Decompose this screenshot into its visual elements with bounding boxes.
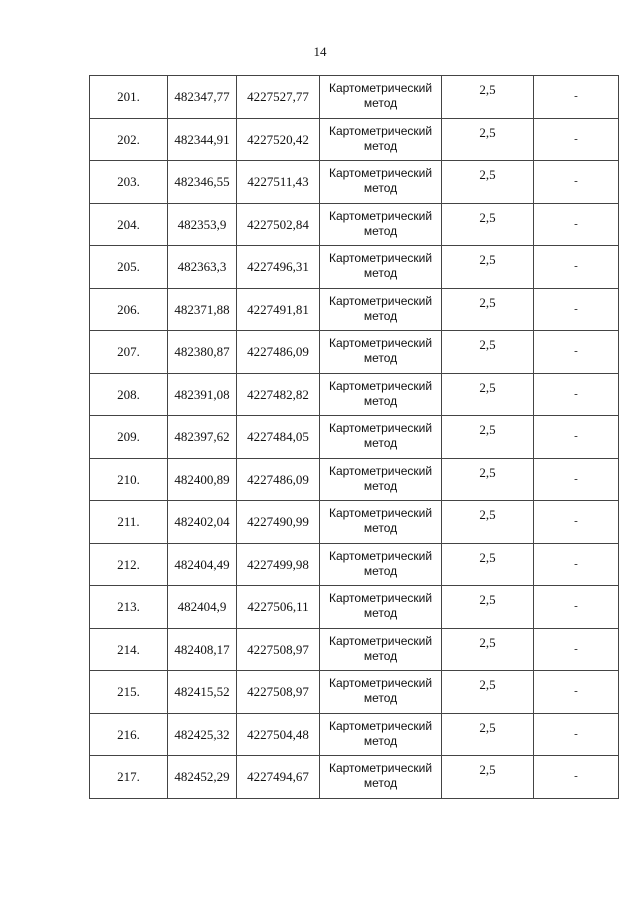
point-number-cell: 203.: [90, 161, 168, 204]
table-row: [90, 458, 619, 501]
accuracy-cell: 2,5: [442, 713, 534, 756]
note-cell: -: [534, 671, 619, 714]
note-cell: -: [534, 76, 619, 119]
point-number-cell: 215.: [90, 671, 168, 714]
point-number-cell: 205.: [90, 246, 168, 289]
y-coordinate-cell: 4227506,11: [237, 586, 320, 629]
y-coordinate-cell: 4227504,48: [237, 713, 320, 756]
x-coordinate-cell: 482425,32: [168, 713, 237, 756]
y-coordinate-cell: 4227508,97: [237, 671, 320, 714]
method-cell: Картометрический метод: [320, 713, 442, 756]
note-cell: -: [534, 501, 619, 544]
table-row: [90, 671, 619, 714]
accuracy-cell: 2,5: [442, 756, 534, 799]
x-coordinate-cell: 482415,52: [168, 671, 237, 714]
coordinates-table-body: [90, 76, 619, 799]
x-coordinate-cell: 482397,62: [168, 416, 237, 459]
method-cell: Картометрический метод: [320, 76, 442, 119]
table-row: [90, 203, 619, 246]
method-cell: Картометрический метод: [320, 373, 442, 416]
y-coordinate-cell: 4227520,42: [237, 118, 320, 161]
point-number-cell: 210.: [90, 458, 168, 501]
note-cell: -: [534, 373, 619, 416]
note-cell: -: [534, 161, 619, 204]
table-row: [90, 161, 619, 204]
point-number-cell: 216.: [90, 713, 168, 756]
point-number-cell: 201.: [90, 76, 168, 119]
accuracy-cell: 2,5: [442, 373, 534, 416]
table-row: [90, 586, 619, 629]
note-cell: -: [534, 756, 619, 799]
y-coordinate-cell: 4227490,99: [237, 501, 320, 544]
note-cell: -: [534, 416, 619, 459]
x-coordinate-cell: 482346,55: [168, 161, 237, 204]
table-row: [90, 331, 619, 374]
x-coordinate-cell: 482402,04: [168, 501, 237, 544]
x-coordinate-cell: 482371,88: [168, 288, 237, 331]
method-cell: Картометрический метод: [320, 756, 442, 799]
x-coordinate-cell: 482408,17: [168, 628, 237, 671]
note-cell: -: [534, 458, 619, 501]
y-coordinate-cell: 4227496,31: [237, 246, 320, 289]
method-cell: Картометрический метод: [320, 586, 442, 629]
x-coordinate-cell: 482391,08: [168, 373, 237, 416]
y-coordinate-cell: 4227482,82: [237, 373, 320, 416]
note-cell: -: [534, 331, 619, 374]
accuracy-cell: 2,5: [442, 246, 534, 289]
y-coordinate-cell: 4227494,67: [237, 756, 320, 799]
point-number-cell: 204.: [90, 203, 168, 246]
accuracy-cell: 2,5: [442, 458, 534, 501]
x-coordinate-cell: 482347,77: [168, 76, 237, 119]
note-cell: -: [534, 246, 619, 289]
method-cell: Картометрический метод: [320, 628, 442, 671]
method-cell: Картометрический метод: [320, 671, 442, 714]
table-row: [90, 373, 619, 416]
accuracy-cell: 2,5: [442, 586, 534, 629]
y-coordinate-cell: 4227499,98: [237, 543, 320, 586]
table-row: [90, 246, 619, 289]
point-number-cell: 207.: [90, 331, 168, 374]
x-coordinate-cell: 482452,29: [168, 756, 237, 799]
point-number-cell: 212.: [90, 543, 168, 586]
table-row: [90, 543, 619, 586]
method-cell: Картометрический метод: [320, 118, 442, 161]
method-cell: Картометрический метод: [320, 161, 442, 204]
accuracy-cell: 2,5: [442, 161, 534, 204]
x-coordinate-cell: 482363,3: [168, 246, 237, 289]
table-row: [90, 416, 619, 459]
y-coordinate-cell: 4227508,97: [237, 628, 320, 671]
point-number-cell: 213.: [90, 586, 168, 629]
method-cell: Картометрический метод: [320, 331, 442, 374]
point-number-cell: 206.: [90, 288, 168, 331]
method-cell: Картометрический метод: [320, 288, 442, 331]
note-cell: -: [534, 586, 619, 629]
note-cell: -: [534, 543, 619, 586]
table-row: [90, 288, 619, 331]
method-cell: Картометрический метод: [320, 458, 442, 501]
table-row: [90, 76, 619, 119]
note-cell: -: [534, 288, 619, 331]
x-coordinate-cell: 482353,9: [168, 203, 237, 246]
x-coordinate-cell: 482380,87: [168, 331, 237, 374]
method-cell: Картометрический метод: [320, 416, 442, 459]
y-coordinate-cell: 4227491,81: [237, 288, 320, 331]
accuracy-cell: 2,5: [442, 501, 534, 544]
page-number: 14: [313, 44, 327, 59]
point-number-cell: 214.: [90, 628, 168, 671]
method-cell: Картометрический метод: [320, 501, 442, 544]
x-coordinate-cell: 482404,9: [168, 586, 237, 629]
coordinates-table: [89, 75, 619, 799]
x-coordinate-cell: 482344,91: [168, 118, 237, 161]
table-row: [90, 501, 619, 544]
accuracy-cell: 2,5: [442, 76, 534, 119]
accuracy-cell: 2,5: [442, 331, 534, 374]
table-row: [90, 713, 619, 756]
accuracy-cell: 2,5: [442, 203, 534, 246]
method-cell: Картометрический метод: [320, 203, 442, 246]
x-coordinate-cell: 482400,89: [168, 458, 237, 501]
note-cell: -: [534, 203, 619, 246]
point-number-cell: 202.: [90, 118, 168, 161]
method-cell: Картометрический метод: [320, 246, 442, 289]
table-row: [90, 628, 619, 671]
accuracy-cell: 2,5: [442, 288, 534, 331]
table-row: [90, 756, 619, 799]
point-number-cell: 217.: [90, 756, 168, 799]
y-coordinate-cell: 4227511,43: [237, 161, 320, 204]
accuracy-cell: 2,5: [442, 671, 534, 714]
y-coordinate-cell: 4227527,77: [237, 76, 320, 119]
accuracy-cell: 2,5: [442, 416, 534, 459]
accuracy-cell: 2,5: [442, 118, 534, 161]
method-cell: Картометрический метод: [320, 543, 442, 586]
accuracy-cell: 2,5: [442, 628, 534, 671]
note-cell: -: [534, 118, 619, 161]
point-number-cell: 208.: [90, 373, 168, 416]
y-coordinate-cell: 4227502,84: [237, 203, 320, 246]
accuracy-cell: 2,5: [442, 543, 534, 586]
y-coordinate-cell: 4227486,09: [237, 331, 320, 374]
y-coordinate-cell: 4227484,05: [237, 416, 320, 459]
point-number-cell: 209.: [90, 416, 168, 459]
y-coordinate-cell: 4227486,09: [237, 458, 320, 501]
x-coordinate-cell: 482404,49: [168, 543, 237, 586]
point-number-cell: 211.: [90, 501, 168, 544]
table-row: [90, 118, 619, 161]
note-cell: -: [534, 713, 619, 756]
note-cell: -: [534, 628, 619, 671]
